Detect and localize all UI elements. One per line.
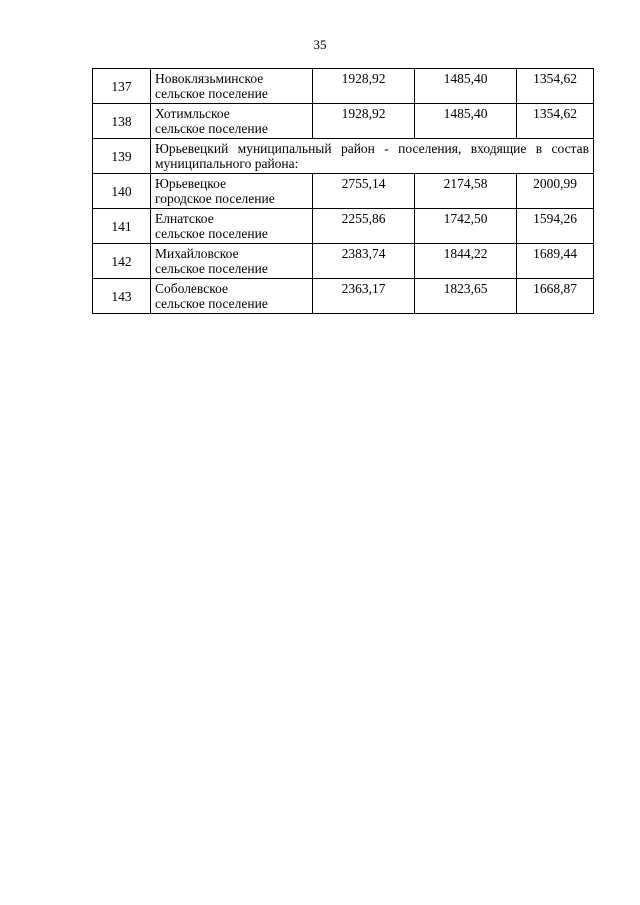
value-cell-3: 1689,44 [517,244,594,279]
settlement-name-line1: Новоклязьминское [155,71,264,86]
settlement-name-line2: сельское поселение [155,226,268,241]
settlement-name [151,174,313,209]
settlements-table [92,68,594,314]
settlement-name-line1: Елнатское [155,211,214,226]
row-number: 138 [93,104,151,139]
settlement-name-line2: городское поселение [155,191,275,206]
table-row [93,174,594,209]
table-row [93,104,594,139]
settlement-name-line1: Соболевское [155,281,228,296]
settlement-name [151,104,313,139]
settlement-name-line1: Юрьевецкое [155,176,227,191]
value-cell-1: 2755,14 [313,174,415,209]
page-number: 35 [313,37,327,52]
table-row [93,69,594,104]
value-cell-2: 2174,58 [415,174,517,209]
value-cell-2: 1485,40 [415,69,517,104]
value-cell-3: 1354,62 [517,104,594,139]
value-cell-3: 1594,26 [517,209,594,244]
value-cell-3: 1354,62 [517,69,594,104]
row-number: 143 [93,279,151,314]
settlement-name-line1: Хотимльское [155,106,230,121]
value-cell-1: 2363,17 [313,279,415,314]
settlement-name-line2: сельское поселение [155,296,268,311]
settlement-name [151,279,313,314]
value-cell-2: 1742,50 [415,209,517,244]
value-cell-2: 1823,65 [415,279,517,314]
value-cell-2: 1485,40 [415,104,517,139]
settlement-name [151,209,313,244]
settlement-name-line2: сельское поселение [155,261,268,276]
settlement-name [151,69,313,104]
settlement-name-line1: Михайловское [155,246,239,261]
value-cell-1: 2255,86 [313,209,415,244]
value-cell-1: 2383,74 [313,244,415,279]
table-row [93,244,594,279]
settlement-name-line2: сельское поселение [155,121,268,136]
value-cell-3: 1668,87 [517,279,594,314]
row-number: 140 [93,174,151,209]
district-heading: Юрьевецкий муниципальный район - поселения, входящие в состав муниципального района: [151,139,594,174]
row-number: 141 [93,209,151,244]
table-row-district [93,139,594,174]
row-number: 139 [93,139,151,174]
value-cell-1: 1928,92 [313,104,415,139]
value-cell-2: 1844,22 [415,244,517,279]
settlement-name [151,244,313,279]
table-row [93,209,594,244]
row-number: 137 [93,69,151,104]
value-cell-3: 2000,99 [517,174,594,209]
settlement-name-line2: сельское поселение [155,86,268,101]
value-cell-1: 1928,92 [313,69,415,104]
table-row [93,279,594,314]
row-number: 142 [93,244,151,279]
